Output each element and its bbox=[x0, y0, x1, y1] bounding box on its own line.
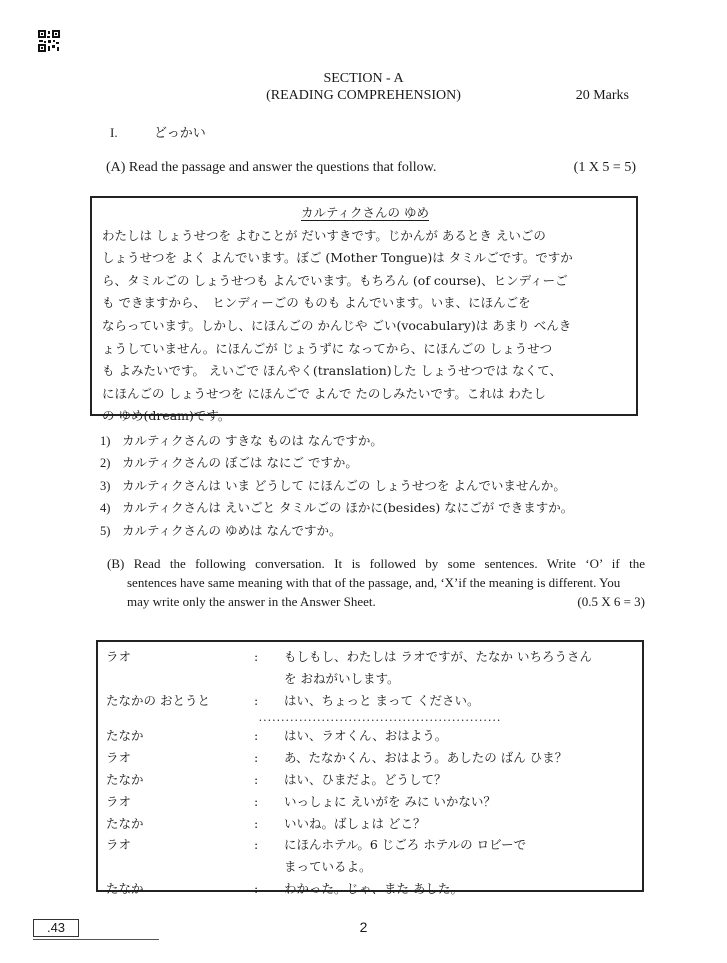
passage-line: わたしは しょうせつを よむことが だいすきです。じかんが あるとき えいごの bbox=[102, 227, 546, 243]
reading-passage-box bbox=[90, 196, 638, 424]
section-title: SECTION - A bbox=[323, 71, 404, 86]
speaker-colon: : bbox=[254, 750, 259, 766]
dialogue-line: もしもし、わたしは ラオですが、たなか いちろうさん bbox=[284, 649, 592, 664]
passage-title: カルティクさんの ゆめ bbox=[301, 205, 429, 220]
question-item bbox=[100, 475, 573, 497]
passage-line: も できますから、 ヒンディーごの ものも よんでいます。いま、にほんごを bbox=[102, 295, 531, 311]
part-a-instruction: (A) Read the passage and answer the questions that follow. bbox=[106, 160, 437, 175]
dialogue-line: はい、ひまだよ。どうして？ bbox=[284, 771, 447, 787]
speaker-colon: : bbox=[254, 793, 259, 809]
dialogue-row bbox=[106, 791, 634, 813]
speaker-name: ラオ bbox=[106, 649, 132, 664]
question-item bbox=[100, 452, 573, 474]
question-text: カルティクさんの ゆめは なんですか。 bbox=[122, 522, 342, 538]
speaker-name: ラオ bbox=[106, 837, 132, 853]
part-heading bbox=[110, 122, 206, 141]
part-b-marks: (0.5 X 6 = 3) bbox=[577, 594, 645, 609]
speaker-name: ラオ bbox=[106, 750, 132, 766]
speaker-name: たなか bbox=[106, 815, 144, 831]
speaker-colon: : bbox=[254, 880, 259, 896]
speaker-name: ラオ bbox=[106, 793, 132, 809]
part-title: どっかい bbox=[154, 126, 206, 141]
speaker-colon: : bbox=[254, 837, 259, 853]
part-a-instruction-row bbox=[106, 160, 636, 176]
dialogue-row bbox=[106, 690, 634, 712]
dialogue-text bbox=[284, 834, 634, 878]
dialogue-row bbox=[106, 725, 634, 747]
question-number: 4) bbox=[100, 501, 111, 516]
part-b-instruction-line: sentences have same meaning with that of the passage, and, ‘X’if the meaning is different. You bbox=[127, 575, 621, 590]
speaker-name: たなか bbox=[106, 880, 144, 896]
dialogue-row bbox=[106, 747, 634, 769]
question-text: カルティクさんの すきな ものは なんですか。 bbox=[122, 433, 383, 448]
part-b-instruction bbox=[107, 554, 645, 611]
dialogue-line: はい、ラオくん、おはよう。 bbox=[284, 728, 448, 744]
page-number: 2 bbox=[359, 919, 368, 935]
passage-line: ょうしていません。にほんごが じょうずに なってから、にほんごの しょうせつ bbox=[102, 340, 553, 356]
speaker-colon: : bbox=[254, 771, 259, 787]
dialogue-line: にほんホテル。6 じごろ ホテルの ロビーで bbox=[284, 837, 527, 853]
passage-line: も よみたいです。 えいごで ほんやく(translation)した しょうせつでは なくて、 bbox=[102, 363, 562, 379]
question-item bbox=[100, 430, 573, 452]
part-b-instruction-last-row bbox=[107, 592, 645, 611]
part-b-instruction-line: (B) Read the following conversation. It is followed by some sentences. Write ‘O’ if the bbox=[107, 556, 645, 571]
qr-code-icon bbox=[38, 30, 60, 52]
dialogue-row bbox=[106, 878, 634, 900]
section-subtitle: (READING COMPREHENSION) bbox=[266, 88, 461, 103]
section-marks: 20 Marks bbox=[575, 88, 629, 103]
question-text: カルティクさんの ぼごは なにご ですか。 bbox=[122, 455, 358, 471]
passage-line: の ゆめ(dream)です。 bbox=[102, 408, 231, 424]
dialogue-line: いっしょに えいがを みに いかない？ bbox=[284, 793, 496, 809]
part-a-marks: (1 X 5 = 5) bbox=[573, 160, 636, 175]
dotted-separator: ...................................................... bbox=[258, 711, 502, 725]
question-number: 1) bbox=[100, 434, 111, 448]
part-b-instruction-line: may write only the answer in the Answer Sheet. bbox=[127, 594, 376, 609]
dialogue-text bbox=[284, 646, 634, 690]
question-item bbox=[100, 520, 573, 542]
question-text: カルティクさんは えいごと タミルごの ほかに(besides) なにごが できますか。 bbox=[122, 500, 574, 516]
dialogue-line: いいね。ばしょは どこ？ bbox=[284, 815, 426, 831]
dialogue-line: まっているよ。 bbox=[284, 859, 372, 875]
paper-code: .43 bbox=[33, 919, 79, 937]
dialogue-row bbox=[106, 813, 634, 835]
dialogue-row bbox=[106, 769, 634, 791]
question-item bbox=[100, 497, 573, 519]
speaker-colon: : bbox=[254, 649, 259, 664]
speaker-colon: : bbox=[254, 815, 259, 831]
passage-line: ら、タミルごの しょうせつも よんでいます。もちろん (of course)、ヒンディーご bbox=[102, 272, 568, 288]
passage-line: しょうせつを よく よんでいます。ぼご (Mother Tongue)は タミルごです。ですか bbox=[102, 250, 573, 266]
speaker-name: たなかの おとうと bbox=[106, 692, 210, 708]
question-number: 2) bbox=[100, 456, 111, 471]
passage-line: ならっています。しかし、にほんごの かんじや ごい(vocabulary)は あまり べんき bbox=[102, 317, 572, 333]
speaker-colon: : bbox=[254, 728, 259, 744]
dialogue-row bbox=[106, 646, 634, 690]
question-number: 5) bbox=[100, 523, 111, 538]
question-text: カルティクさんは いま どうして にほんごの しょうせつを よんでいませんか。 bbox=[122, 477, 566, 493]
part-numeral: I. bbox=[110, 125, 118, 140]
dialogue-line: はい、ちょっと まって ください。 bbox=[284, 692, 480, 708]
dialogue-row bbox=[106, 834, 634, 878]
question-list bbox=[100, 430, 573, 542]
question-number: 3) bbox=[100, 478, 111, 493]
footer-divider bbox=[33, 939, 159, 940]
dialogue-line: を おねがいします。 bbox=[284, 670, 400, 686]
speaker-name: たなか bbox=[106, 728, 144, 744]
speaker-name: たなか bbox=[106, 771, 144, 787]
conversation-box bbox=[96, 640, 644, 896]
dialogue-line: あ、たなかくん、おはよう。あしたの ばん ひま？ bbox=[284, 750, 568, 766]
speaker-colon: : bbox=[254, 692, 259, 708]
dialogue-line: わかった。じゃ、また あした。 bbox=[284, 880, 463, 896]
passage-line: にほんごの しょうせつを にほんごで よんで たのしみたいです。これは わたし bbox=[102, 385, 546, 401]
